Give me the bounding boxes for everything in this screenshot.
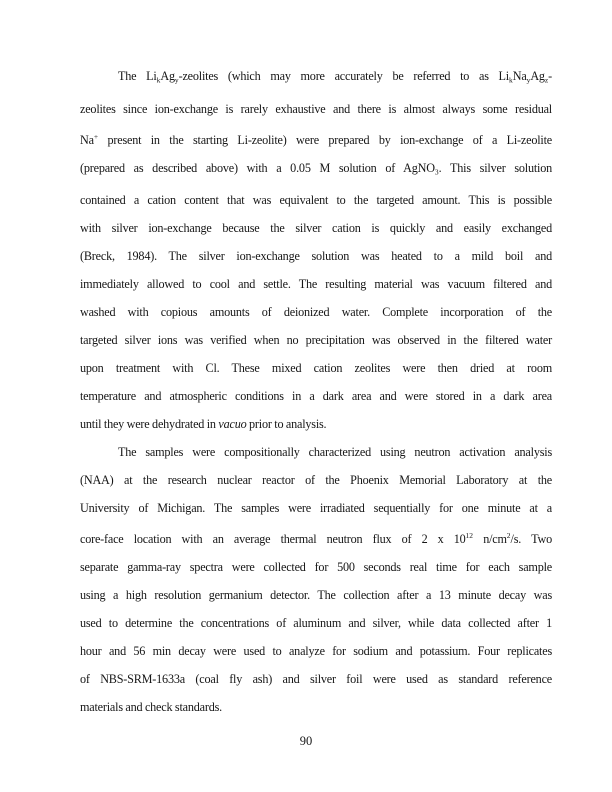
text-line-p1-5 [80,186,552,214]
text-run: -zeolites (which may more accurately be referred to as Li [178,69,509,83]
text-line-p2-8 [80,637,552,665]
text-line-p1-4 [80,154,552,187]
text-run: with silver ion-exchange because the silver cation is quickly and easily exchanged [80,221,552,235]
text-run: (Breck, 1984). The silver ion-exchange solution was heated to a mild boil and [80,249,552,263]
text-run: University of Michigan. The samples were irradiated sequentially for one minute at a [80,501,552,515]
text-line-p2-2 [80,466,552,494]
text-run: /s. Two [510,532,552,546]
text-run-italic: vacuo [218,417,247,431]
text-run: - [548,69,553,83]
text-line-p1-6 [80,214,552,242]
text-run: The Li [118,69,157,83]
text-line-p1-8 [80,270,552,298]
text-line-p2-6 [80,581,552,609]
text-line-p1-13 [80,410,552,438]
text-run-sup: 2 [506,531,511,540]
text-run: present in the starting Li-zeolite) were prepared by ion-exchange of a Li-zeolite [98,132,552,147]
text-run-sup: 12 [465,531,474,540]
text-line-p2-4 [80,522,552,553]
text-run: The samples were compositionally characterized using neutron activation analysis [118,445,552,459]
text-run-sub: 3 [434,167,439,176]
text-line-p2-5 [80,553,552,581]
text-run: immediately allowed to cool and settle. The resulting material was vacuum filtered and [80,277,552,291]
page-number: 90 [299,734,313,748]
text-run: hour and 56 min decay were used to analyze for sodium and potassium. Four replicates [80,644,552,658]
text-run: n/cm [473,532,507,546]
text-run-sub: z [544,75,549,85]
text-line-p1-7 [80,242,552,270]
text-run: targeted silver ions was verified when no precipitation was observed in the filtered water [80,333,552,347]
body-text [80,62,552,721]
text-run: washed with copious amounts of deionized water. Complete incorporation of the [80,305,552,319]
text-line-p2-9 [80,665,552,693]
text-line-p1-2 [80,95,552,123]
text-line-p2-3 [80,494,552,522]
text-run-sup: + [93,131,99,141]
text-run-sub: k [509,75,513,85]
text-run: Ag [160,69,175,83]
text-run: zeolites since ion-exchange is rarely exhaustive and there is almost always some residual [80,101,552,116]
text-line-p1-12 [80,382,552,410]
text-run: using a high resolution germanium detector. The collection after a 13 minute decay was [80,588,552,602]
text-run: materials and check standards. [80,700,222,714]
text-run-sub: y [526,75,531,85]
text-line-p2-1 [80,438,552,466]
text-line-p1-11 [80,354,552,382]
text-run: Na [80,132,94,147]
text-line-p2-10 [80,693,552,721]
text-run-sub: k [156,75,161,85]
text-run: until they were dehydrated in [80,417,219,431]
text-run: Na [512,69,527,83]
text-run: upon treatment with Cl. These mixed cation zeolites were then dried at room [80,361,552,375]
text-line-p1-9 [80,298,552,326]
text-run: Ag [530,69,545,83]
text-run: of NBS-SRM-1633a (coal fly ash) and silver foil were used as standard reference [80,672,552,686]
text-run: core-face location with an average thermal neutron flux of 2 x 10 [80,532,466,546]
text-line-p1-3 [80,123,552,154]
text-run: used to determine the concentrations of aluminum and silver, while data collected after 1 [80,616,552,630]
text-run: separate gamma-ray spectra were collected for 500 seconds real time for each sample [80,560,552,574]
text-run: prior to analysis. [246,417,327,431]
text-line-p1-1 [80,62,552,95]
text-run-sub: y [174,75,179,85]
text-line-p1-10 [80,326,552,354]
text-run: (prepared as described above) with a 0.05 M solution of AgNO [80,160,435,175]
text-run: temperature and atmospheric conditions in a dark area and were stored in a dark area [80,389,552,403]
text-run: contained a cation content that was equivalent to the targeted amount. This is possible [80,193,552,207]
text-run: (NAA) at the research nuclear reactor of the Phoenix Memorial Laboratory at the [80,473,552,487]
text-line-p2-7 [80,609,552,637]
text-run: . This silver solution [438,160,552,175]
